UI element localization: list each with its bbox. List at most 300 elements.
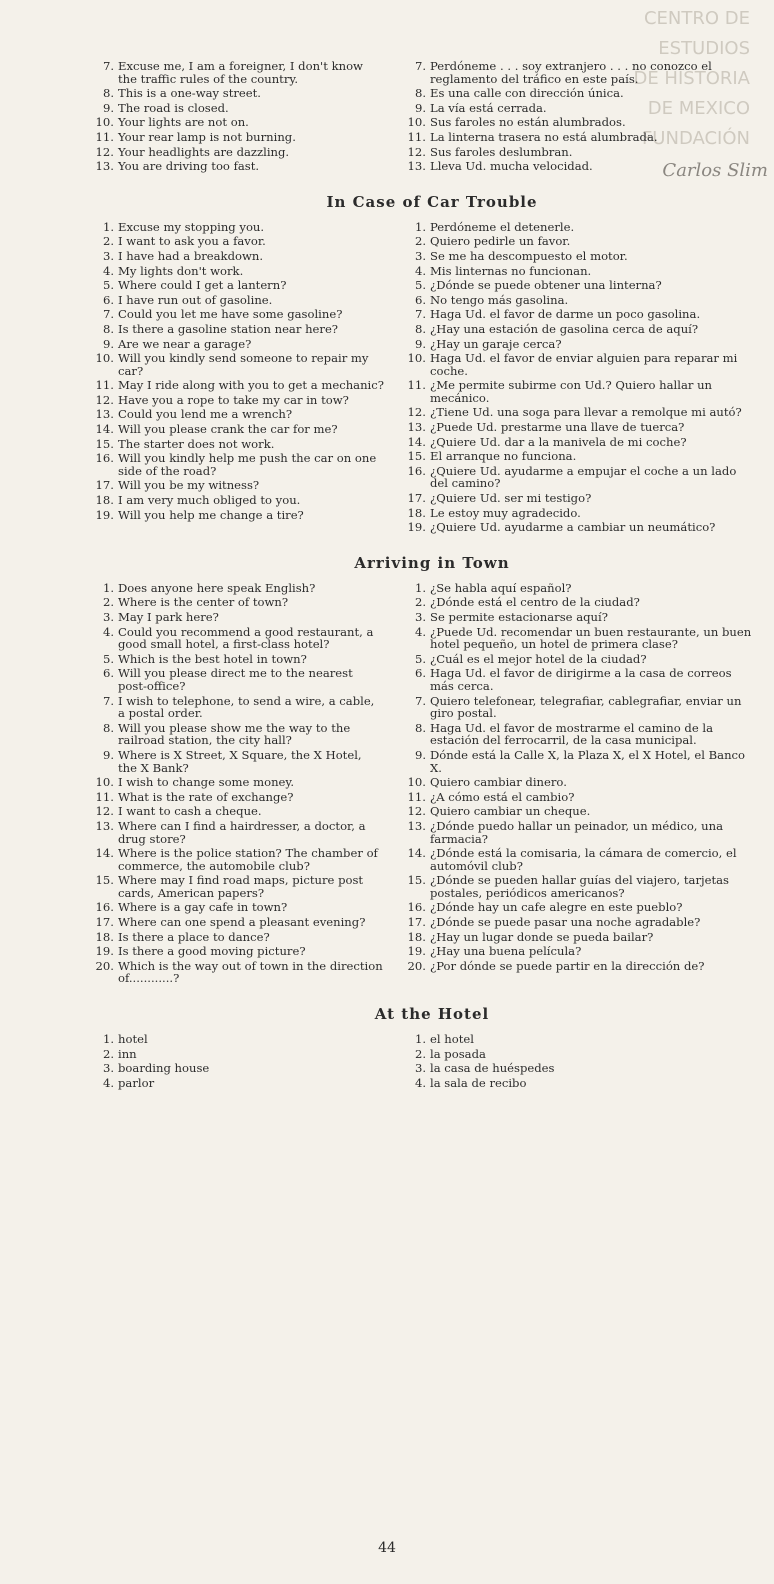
item-text: ¿Hay un lugar donde se pueda bailar? [430, 929, 654, 944]
item-text: Will you kindly help me push the car on one side of the road? [118, 451, 377, 478]
item-number: 14. [407, 846, 426, 861]
item-number: 8. [414, 720, 426, 735]
list-item [404, 1077, 754, 1090]
item-text: La vía está cerrada. [430, 100, 547, 115]
watermark-line: FUNDACIÓN [641, 128, 750, 149]
item-number: 7. [414, 59, 426, 73]
item-number: 11. [407, 129, 426, 144]
list-item [92, 820, 384, 845]
item-number: 3. [102, 248, 114, 263]
item-number: 6. [414, 292, 426, 307]
item-text: Se me ha descompuesto el motor. [430, 248, 628, 263]
item-text: ¿Dónde hay un cafe alegre en este pueblo? [430, 900, 683, 915]
item-text: ¿Hay una buena película? [430, 944, 582, 959]
top-section [92, 60, 772, 175]
item-text: ¿Dónde se puede pasar una noche agradable? [430, 915, 701, 930]
list-item [92, 667, 384, 692]
item-number: 5. [102, 651, 114, 666]
list-item [92, 582, 384, 595]
list-item [92, 379, 384, 392]
item-text: Se permite estacionarse aquí? [430, 610, 608, 624]
list-item [92, 791, 384, 804]
item-text: I have had a breakdown. [118, 248, 264, 263]
item-number: 13. [407, 159, 426, 174]
list-item [92, 776, 384, 789]
item-text: Perdóneme . . . soy extranjero . . . no conozco el reglamento del tráfico en este país. [430, 59, 712, 86]
item-text: What is the rate of exchange? [118, 789, 294, 804]
item-text: ¿Hay una estación de gasolina cerca de aquí? [430, 321, 699, 336]
item-number: 13. [407, 818, 426, 833]
item-text: No tengo más gasolina. [430, 292, 569, 307]
item-number: 13. [95, 407, 114, 422]
list-item [404, 450, 754, 463]
list-item [404, 749, 754, 774]
list-item [92, 394, 384, 407]
item-number: 4. [102, 1075, 114, 1090]
list-item [92, 494, 384, 507]
list-item [404, 379, 754, 404]
item-text: ¿Quiere Ud. ayudarme a cambiar un neumático? [430, 520, 716, 535]
section-title-arriving: Arriving in Town [354, 553, 510, 572]
item-text: ¿Dónde puedo hallar un peinador, un médico, una farmacia? [430, 818, 724, 846]
item-text: ¿Cuál es el mejor hotel de la ciudad? [430, 651, 647, 666]
item-text: Es una calle con dirección única. [430, 86, 624, 101]
list-item [404, 60, 754, 85]
item-number: 4. [414, 1075, 426, 1090]
item-text: Could you let me have some gasoline? [118, 307, 343, 322]
list-item [404, 250, 754, 263]
item-text: Will you help me change a tire? [118, 507, 304, 522]
hotel-section [92, 1033, 772, 1091]
item-text: Have you a rope to take my car in tow? [118, 392, 349, 407]
item-number: 15. [95, 436, 114, 451]
list-item [404, 465, 754, 490]
item-text: Where is X Street, X Square, the X Hotel, the X Bank? [118, 747, 362, 775]
item-number: 9. [102, 336, 114, 351]
list-item [92, 438, 384, 451]
list-item [404, 160, 754, 173]
item-number: 2. [102, 595, 114, 610]
arriving-english-column [92, 582, 384, 987]
item-text: Sus faroles no están alumbrados. [430, 115, 626, 130]
item-number: 20. [407, 958, 426, 973]
item-number: 10. [95, 115, 114, 130]
item-text: Your headlights are dazzling. [118, 144, 290, 159]
item-number: 10. [407, 115, 426, 130]
list-item [92, 653, 384, 666]
signature: Carlos Slim [662, 160, 768, 181]
item-number: 7. [102, 307, 114, 322]
item-text: El arranque no funciona. [430, 449, 577, 464]
list-item [92, 408, 384, 421]
item-number: 11. [407, 789, 426, 804]
list-item [92, 749, 384, 774]
item-number: 14. [407, 434, 426, 449]
list-item [92, 1062, 384, 1075]
item-text: Excuse me, I am a foreigner, I don't know the traffic rules of the country. [118, 59, 363, 86]
item-number: 4. [102, 263, 114, 278]
list-item [92, 294, 384, 307]
item-number: 20. [95, 958, 114, 973]
item-text: Where is the police station? The chamber of commerce, the automobile club? [118, 846, 378, 873]
list-item [404, 265, 754, 278]
list-item [404, 338, 754, 351]
item-text: My lights don't work. [118, 263, 244, 278]
item-number: 11. [95, 129, 114, 144]
item-text: Quiero cambiar un cheque. [430, 804, 591, 819]
item-text: Sus faroles deslumbran. [430, 144, 573, 159]
item-number: 10. [407, 775, 426, 790]
list-item [404, 221, 754, 234]
item-number: 9. [102, 100, 114, 115]
list-item [92, 509, 384, 522]
item-text: I want to cash a cheque. [118, 804, 262, 819]
item-text: ¿Quiere Ud. ser mi testigo? [430, 491, 592, 506]
item-text: Where is the center of town? [118, 595, 289, 610]
item-text: Perdóneme el detenerle. [430, 219, 575, 234]
list-item [404, 146, 754, 159]
item-text: Will you be my witness? [118, 478, 260, 493]
list-item [92, 847, 384, 872]
item-number: 17. [407, 491, 426, 506]
list-item [92, 1048, 384, 1061]
item-text: I want to ask you a favor. [118, 234, 266, 249]
list-item [92, 960, 384, 985]
list-item [92, 308, 384, 321]
item-text: La linterna trasera no está alumbrada. [430, 129, 658, 144]
item-number: 6. [414, 666, 426, 681]
list-item [92, 116, 384, 129]
item-number: 17. [95, 915, 114, 930]
list-item [404, 436, 754, 449]
item-text: ¿Me permite subirme con Ud.? Quiero hallar un mecánico. [430, 378, 713, 405]
item-number: 15. [407, 449, 426, 464]
item-text: la casa de huéspedes [430, 1061, 555, 1076]
item-number: 1. [414, 1032, 426, 1047]
item-text: Quiero cambiar dinero. [430, 775, 567, 790]
item-number: 5. [102, 278, 114, 293]
list-item [404, 1062, 754, 1075]
list-item [92, 265, 384, 278]
list-item [404, 901, 754, 914]
item-text: ¿Tiene Ud. una soga para llevar a remolque mi autó? [430, 405, 742, 420]
list-item [404, 626, 754, 651]
item-text: I wish to telephone, to send a wire, a cable, a postal order. [118, 693, 375, 721]
item-text: The starter does not work. [118, 436, 275, 451]
item-text: Your lights are not on. [118, 115, 249, 130]
list-item [404, 916, 754, 929]
item-number: 7. [414, 693, 426, 708]
list-item [92, 323, 384, 336]
item-text: Where could I get a lantern? [118, 278, 287, 293]
item-text: Is there a good moving picture? [118, 944, 306, 959]
item-number: 11. [407, 378, 426, 393]
list-item [404, 279, 754, 292]
list-item [92, 626, 384, 651]
item-number: 8. [102, 86, 114, 101]
item-number: 6. [102, 666, 114, 681]
list-item [404, 653, 754, 666]
list-item [92, 87, 384, 100]
item-text: The road is closed. [118, 100, 229, 115]
item-number: 12. [95, 804, 114, 819]
list-item [92, 1077, 384, 1090]
item-number: 8. [102, 720, 114, 735]
list-item [92, 479, 384, 492]
item-number: 1. [102, 1032, 114, 1047]
list-item [92, 221, 384, 234]
car-trouble-spanish-column [404, 221, 754, 536]
item-text: Could you recommend a good restaurant, a good small hotel, a first-class hotel? [118, 624, 374, 652]
watermark-line: ESTUDIOS [658, 38, 750, 59]
item-number: 8. [102, 321, 114, 336]
list-item [92, 611, 384, 624]
item-text: Haga Ud. el favor de enviar alguien para reparar mi coche. [430, 351, 738, 378]
list-item [404, 116, 754, 129]
list-item [404, 847, 754, 872]
car-trouble-english-column [92, 221, 384, 536]
list-item [92, 722, 384, 747]
item-text: Where is a gay cafe in town? [118, 900, 288, 915]
item-text: You are driving too fast. [118, 159, 260, 174]
item-text: hotel [118, 1032, 148, 1047]
item-text: boarding house [118, 1061, 210, 1076]
list-item [404, 582, 754, 595]
list-item [92, 874, 384, 899]
item-number: 2. [414, 1046, 426, 1061]
list-item [92, 931, 384, 944]
item-text: ¿Dónde se pueden hallar guías del viajero, tarjetas postales, periódicos americanos? [430, 873, 729, 900]
item-text: Does anyone here speak English? [118, 580, 316, 595]
list-item [404, 421, 754, 434]
item-text: I have run out of gasoline. [118, 292, 273, 307]
item-text: ¿Quiere Ud. dar a la manivela de mi coche? [430, 434, 687, 449]
list-item [92, 60, 384, 85]
list-item [404, 102, 754, 115]
list-item [404, 406, 754, 419]
item-number: 2. [414, 234, 426, 249]
list-item [404, 1048, 754, 1061]
top-english-column [92, 60, 384, 175]
list-item [92, 352, 384, 377]
list-item [92, 423, 384, 436]
item-number: 19. [407, 944, 426, 959]
page-content [92, 60, 772, 1091]
item-text: May I park here? [118, 610, 219, 624]
item-number: 9. [414, 336, 426, 351]
item-number: 3. [102, 610, 114, 624]
item-number: 8. [414, 86, 426, 101]
list-item [92, 916, 384, 929]
list-item [404, 507, 754, 520]
item-number: 7. [414, 307, 426, 322]
item-number: 11. [95, 789, 114, 804]
item-number: 2. [102, 1046, 114, 1061]
item-number: 12. [407, 144, 426, 159]
item-number: 16. [407, 900, 426, 915]
item-text: Will you please show me the way to the railroad station, the city hall? [118, 720, 351, 748]
item-text: Will you kindly send someone to repair my car? [118, 351, 369, 378]
item-text: Quiero pedirle un favor. [430, 234, 571, 249]
item-text: Will you please crank the car for me? [118, 422, 338, 437]
item-text: ¿Dónde está la comisaria, la cámara de comercio, el automóvil club? [430, 846, 737, 873]
list-item [404, 521, 754, 534]
item-number: 2. [414, 595, 426, 610]
item-number: 4. [414, 624, 426, 639]
page-number: 44 [378, 1540, 396, 1556]
item-number: 10. [95, 775, 114, 790]
list-item [404, 945, 754, 958]
list-item [404, 235, 754, 248]
item-number: 17. [407, 915, 426, 930]
list-item [404, 791, 754, 804]
item-number: 3. [102, 1061, 114, 1076]
item-number: 19. [95, 944, 114, 959]
watermark-line: CENTRO DE [643, 8, 750, 29]
list-item [92, 279, 384, 292]
item-number: 12. [95, 144, 114, 159]
item-text: Which is the best hotel in town? [118, 651, 307, 666]
item-text: I am very much obliged to you. [118, 493, 301, 508]
list-item [404, 820, 754, 845]
list-item [92, 805, 384, 818]
item-number: 9. [102, 747, 114, 762]
item-text: ¿A cómo está el cambio? [430, 789, 575, 804]
item-number: 7. [102, 59, 114, 73]
watermark-line: DE HISTORIA [633, 68, 750, 89]
hotel-english-column [92, 1033, 384, 1091]
item-number: 15. [95, 873, 114, 888]
list-item [92, 250, 384, 263]
list-item [404, 294, 754, 307]
item-text: Could you lend me a wrench? [118, 407, 293, 422]
list-item [92, 452, 384, 477]
list-item [92, 235, 384, 248]
list-item [404, 1033, 754, 1046]
item-text: Which is the way out of town in the direction of............? [118, 958, 383, 986]
item-text: la sala de recibo [430, 1075, 527, 1090]
item-text: el hotel [430, 1032, 474, 1047]
list-item [404, 776, 754, 789]
list-item [404, 323, 754, 336]
item-text: Haga Ud. el favor de dirigirme a la casa de correos más cerca. [430, 666, 732, 693]
item-number: 4. [414, 263, 426, 278]
list-item [92, 146, 384, 159]
list-item [404, 722, 754, 747]
list-item [404, 695, 754, 720]
item-number: 13. [95, 159, 114, 174]
item-text: Your rear lamp is not burning. [118, 129, 296, 144]
item-number: 13. [407, 420, 426, 435]
item-number: 3. [414, 248, 426, 263]
list-item [92, 1033, 384, 1046]
item-text: Quiero telefonear, telegrafiar, cablegrafiar, enviar un giro postal. [430, 693, 742, 721]
item-number: 5. [414, 278, 426, 293]
list-item [92, 695, 384, 720]
section-title-hotel: At the Hotel [374, 1005, 490, 1024]
item-text: ¿Se habla aquí español? [430, 580, 572, 595]
item-text: Excuse my stopping you. [118, 219, 265, 234]
item-number: 12. [95, 392, 114, 407]
item-number: 9. [414, 747, 426, 762]
item-number: 3. [414, 610, 426, 624]
item-number: 9. [414, 100, 426, 115]
item-number: 5. [414, 651, 426, 666]
list-item [92, 596, 384, 609]
item-text: ¿Puede Ud. recomendar un buen restaurante, un buen hotel pequeño, un hotel de primera clase? [430, 624, 752, 652]
list-item [404, 931, 754, 944]
list-item [404, 492, 754, 505]
section-title-car-trouble: In Case of Car Trouble [326, 192, 538, 211]
item-text: ¿Dónde se puede obtener una linterna? [430, 278, 662, 293]
item-text: inn [118, 1046, 137, 1061]
list-item [92, 102, 384, 115]
list-item [404, 87, 754, 100]
item-text: May I ride along with you to get a mechanic? [118, 378, 384, 393]
list-item [404, 611, 754, 624]
item-number: 1. [414, 219, 426, 234]
item-text: Mis linternas no funcionan. [430, 263, 592, 278]
item-number: 18. [407, 929, 426, 944]
item-text: Will you please direct me to the nearest post-office? [118, 666, 353, 693]
item-number: 16. [95, 451, 114, 466]
list-item [92, 945, 384, 958]
item-number: 15. [407, 873, 426, 888]
item-number: 2. [102, 234, 114, 249]
item-number: 14. [95, 422, 114, 437]
item-number: 17. [95, 478, 114, 493]
item-text: ¿Puede Ud. prestarme una llave de tuerca? [430, 420, 685, 435]
item-number: 18. [407, 505, 426, 520]
list-item [92, 131, 384, 144]
item-number: 1. [102, 219, 114, 234]
item-text: Haga Ud. el favor de mostrarme el camino de la estación del ferrocarril, de la casa municipal. [430, 720, 713, 748]
item-number: 10. [95, 351, 114, 366]
item-text: ¿Dónde está el centro de la ciudad? [430, 595, 640, 610]
item-text: I wish to change some money. [118, 775, 295, 790]
item-number: 1. [102, 580, 114, 595]
arriving-section [92, 582, 772, 987]
item-text: parlor [118, 1075, 155, 1090]
item-number: 4. [102, 624, 114, 639]
item-number: 8. [414, 321, 426, 336]
list-item [404, 131, 754, 144]
item-number: 13. [95, 818, 114, 833]
list-item [404, 596, 754, 609]
item-text: la posada [430, 1046, 486, 1061]
item-text: Where can I find a hairdresser, a doctor, a drug store? [118, 818, 366, 846]
item-number: 19. [407, 520, 426, 535]
item-number: 10. [407, 351, 426, 366]
car-trouble-section [92, 221, 772, 536]
item-number: 3. [414, 1061, 426, 1076]
arriving-spanish-column [404, 582, 754, 987]
item-number: 12. [407, 405, 426, 420]
item-text: ¿Por dónde se puede partir en la dirección de? [430, 958, 705, 973]
hotel-spanish-column [404, 1033, 754, 1091]
item-text: Is there a place to dance? [118, 929, 270, 944]
list-item [404, 960, 754, 973]
item-text: Haga Ud. el favor de darme un poco gasolina. [430, 307, 701, 322]
item-number: 16. [95, 900, 114, 915]
list-item [92, 338, 384, 351]
item-number: 16. [407, 463, 426, 478]
item-text: Where can one spend a pleasant evening? [118, 915, 366, 930]
list-item [404, 874, 754, 899]
item-number: 12. [407, 804, 426, 819]
list-item [404, 667, 754, 692]
item-text: Are we near a garage? [118, 336, 252, 351]
